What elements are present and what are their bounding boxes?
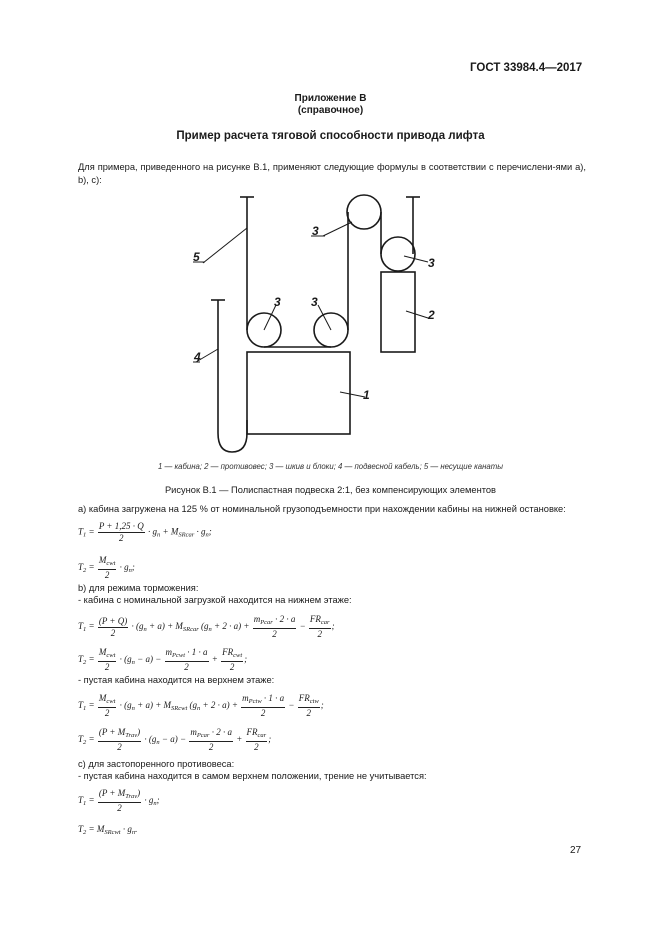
label-ropes: 5 — [193, 250, 200, 264]
item-b2: - пустая кабина находится на верхнем этаже: — [78, 675, 275, 685]
item-b: b) для режима торможения: — [78, 583, 199, 593]
label-sheave-3: 3 — [312, 224, 319, 238]
item-c1: - пустая кабина находится в самом верхнем положении, трение не учитывается: — [78, 771, 427, 781]
page-number: 27 — [570, 845, 582, 856]
suspension-diagram — [0, 185, 661, 460]
section-title: Пример расчета тяговой способности привода лифта — [176, 130, 485, 142]
cw-pulley — [381, 237, 415, 271]
formula-a-t2: $T_2$ = $\frac{M_{cwt}}{2}$ · $g_n$; — [78, 555, 135, 580]
label-cable: 4 — [194, 350, 201, 364]
formula-b1-t1: $T_1$ = $\frac{(P + Q)}{2}$ · $(g_n + a) + M_{SRcar}$ $(g_n + 2 \cdot a)$ + $\frac{m_{Pcar} \cdot 2 \cdot a}{2}$ − $\frac{FR_{car}}{2}$ ; — [78, 614, 335, 639]
cabin-box — [247, 352, 350, 434]
label-counterweight: 2 — [428, 308, 435, 322]
formula-b2-t2: $T_2$ = $\frac{(P + M_{Trav})}{2}$ · $(g_n - a)$ − $\frac{m_{Pcar} \cdot 2 \cdot a}{2}$ + $\frac{FR_{car}}{2}$ ; — [78, 727, 272, 752]
item-c: с) для застопоренного противовеса: — [78, 759, 235, 769]
label-sheave-4: 3 — [428, 256, 435, 270]
formula-c-t2: $T_2 = M_{SRcwt} \cdot g_n$. — [78, 824, 138, 836]
standard-number: ГОСТ 33984.4—2017 — [470, 62, 583, 74]
formula-b1-t2: $T_2$ = $\frac{M_{cwt}}{2}$ · $(g_n - a)$ − $\frac{m_{Pcwt} \cdot 1 \cdot a}{2}$ + $\frac{FR_{cwt}}{2}$ ; — [78, 647, 248, 672]
formula-a-t1: $T_1$ = $\frac{P + 1,25 \cdot Q}{2}$ · $g_n + M_{SRcar} \cdot g_n$; — [78, 521, 212, 543]
figure-caption: Рисунок В.1 — Полиспастная подвеска 2:1, без компенсирующих элементов — [164, 485, 496, 495]
label-cabin: 1 — [363, 388, 370, 402]
formula-c-t1: $T_1$ = $\frac{(P + M_{Trav})}{2}$ · $g_n$; — [78, 788, 160, 813]
label-sheave-2: 3 — [311, 295, 318, 309]
label-sheave-1: 3 — [274, 295, 281, 309]
item-b1: - кабина с номинальной загрузкой находится на нижнем этаже: — [78, 595, 352, 605]
figure-legend: 1 — кабина; 2 — противовес; 3 — шкив и блоки; 4 — подвесной кабель; 5 — несущие канаты — [158, 462, 503, 471]
annex-title: Приложение В — [294, 93, 367, 104]
annex-type: (справочное) — [297, 105, 364, 116]
item-a: а) кабина загружена на 125 % от номинальной грузоподъемности при нахождении кабины на нижней остановке: — [78, 504, 566, 514]
intro-paragraph: Для примера, приведенного на рисунке В.1, применяют следующие формулы в соответствии с перечислени-ями а), b), с): — [78, 162, 586, 185]
travelling-cable — [218, 300, 247, 452]
formula-b2-t1: $T_1$ = $\frac{M_{cwt}}{2}$ · $(g_n + a) + M_{SRcwt}$ $(g_n + 2 \cdot a)$ + $\frac{m_{Pctw} \cdot 1 \cdot a}{2}$ − $\frac{FR_{ctw}}{2}$ ; — [78, 693, 324, 718]
drive-sheave — [347, 195, 381, 229]
